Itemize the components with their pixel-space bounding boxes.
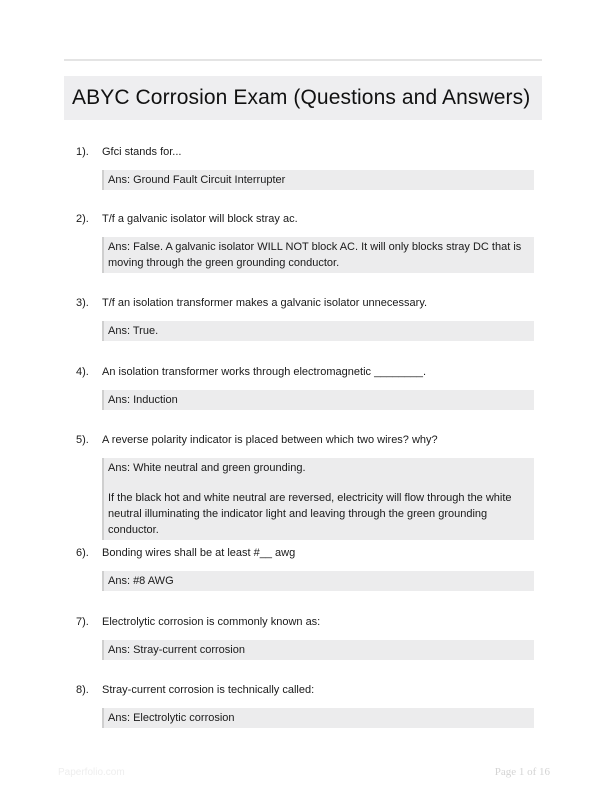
question-text: An isolation transformer works through electromagnetic ________.: [102, 366, 427, 378]
answer-text: Ans: #8 AWG: [108, 575, 174, 587]
answer-box: [102, 571, 534, 591]
page-indicator: Page 1 of 16: [494, 766, 550, 778]
footer-watermark: Paperfolio.com: [58, 767, 125, 778]
question-text: Stray-current corrosion is technically called:: [102, 684, 315, 696]
question-number: 6).: [76, 547, 89, 559]
question-text: T/f a galvanic isolator will block stray ac.: [102, 213, 298, 225]
answer-box: [102, 708, 534, 728]
page-title: ABYC Corrosion Exam (Questions and Answers): [72, 86, 531, 109]
question-text: Gfci stands for...: [102, 146, 182, 158]
question-text: A reverse polarity indicator is placed between which two wires? why?: [102, 434, 438, 446]
question-number: 4).: [76, 366, 89, 378]
answer-text: Ans: Stray-current corrosion: [108, 644, 245, 656]
question-number: 5).: [76, 434, 89, 446]
question-number: 1).: [76, 146, 89, 158]
answer-text: Ans: White neutral and green grounding.: [108, 462, 306, 474]
question-number: 2).: [76, 213, 89, 225]
question-number: 3).: [76, 297, 89, 309]
answer-box: [102, 640, 534, 660]
answer-text: Ans: True.: [108, 325, 159, 337]
answer-text: Ans: Electrolytic corrosion: [108, 712, 235, 724]
answer-text: Ans: Induction: [108, 394, 178, 406]
question-text: T/f an isolation transformer makes a galvanic isolator unnecessary.: [102, 297, 428, 309]
answer-box: [102, 458, 534, 540]
answer-explanation: If the black hot and white neutral are reversed, electricity will flow through the white neutral illuminating the indicator light and leaving through the green grounding conductor.: [108, 492, 512, 536]
question-number: 8).: [76, 684, 89, 696]
question-text: Bonding wires shall be at least #__ awg: [102, 547, 296, 559]
answer-text: Ans: False. A galvanic isolator WILL NOT block AC. It will only blocks stray DC that is moving through the green grounding conductor.: [108, 241, 522, 269]
answer-text: Ans: Ground Fault Circuit Interrupter: [108, 174, 286, 186]
question-text: Electrolytic corrosion is commonly known as:: [102, 616, 321, 628]
top-divider: [64, 59, 542, 61]
answer-box: [102, 390, 534, 410]
answer-box: [102, 170, 534, 190]
question-number: 7).: [76, 616, 89, 628]
answer-box: [102, 237, 534, 273]
answer-box: [102, 321, 534, 341]
title-banner: [64, 76, 542, 120]
